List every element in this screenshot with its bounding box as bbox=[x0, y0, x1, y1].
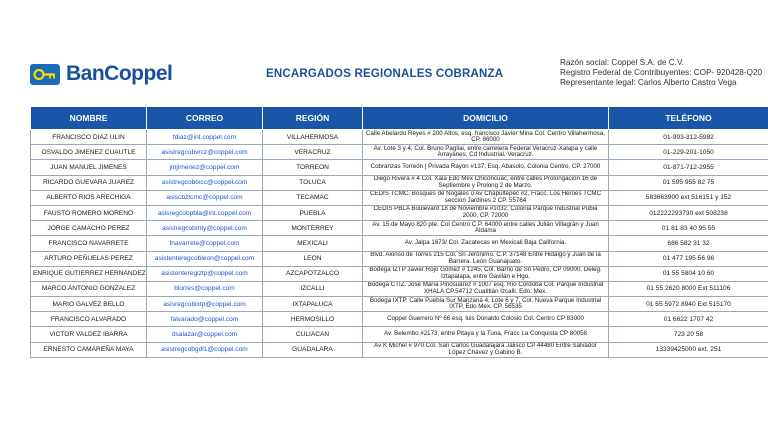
table-row bbox=[31, 236, 768, 251]
address-cell: Av. Lote 3 y 4, Col. Bruno Pagliai, entre carretera Federal Veracruz-Xalapa y calle Arrayanes, Cd Industrial, Veracruz. bbox=[363, 145, 609, 160]
table-row bbox=[31, 175, 768, 190]
address-cell: CEDIS PBLA Boulevard 18 de Noviembre #1032, Colonia Parque Industrial Pubia 2000, CP. 72000 bbox=[363, 205, 609, 220]
address-cell: Bodega IXTP. Calle Puebla Sur Manzana 4, Lote 6 y 7, Col. Nueva Parque Industrial IXTP, Edo Mex. CP. 56535 bbox=[363, 297, 609, 312]
phone-cell: 01 6622 1707 42 bbox=[609, 312, 768, 327]
phone-cell: 583663900 ext 516151 y 152 bbox=[609, 190, 768, 205]
region-cell: GUADALARA bbox=[263, 342, 363, 357]
region-cell: MONTERREY bbox=[263, 221, 363, 236]
phone-cell: 01 55 5972 8940 Ext 515170 bbox=[609, 297, 768, 312]
email-cell[interactable]: blorres@coppel.com bbox=[147, 281, 263, 296]
region-cell: CULIACAN bbox=[263, 327, 363, 342]
region-cell: HERMOSILLO bbox=[263, 312, 363, 327]
table-row bbox=[31, 327, 768, 342]
table-row bbox=[31, 281, 768, 296]
phone-cell: 01 477 195 56 96 bbox=[609, 251, 768, 266]
column-header-telefono: TELÉFONO bbox=[609, 107, 768, 130]
page-title: ENCARGADOS REGIONALES COBRANZA bbox=[266, 68, 504, 80]
region-cell: MEXICALI bbox=[263, 236, 363, 251]
email-cell[interactable]: asistregcobvrcz@coppel.com bbox=[147, 145, 263, 160]
table-row bbox=[31, 342, 768, 357]
phone-cell: 13339425000 ext. 251 bbox=[609, 342, 768, 357]
address-cell: Av. Belembo #2173, entre Pitaya y la Tuna, Fracc La Conquista CP 80058 bbox=[363, 327, 609, 342]
table-row bbox=[31, 266, 768, 281]
phone-cell: 01-993-312-5982 bbox=[609, 130, 768, 145]
email-cell[interactable]: dsalazar@coppel.com bbox=[147, 327, 263, 342]
legal-line-representative: Representante legal: Carlos Alberto Castro Vega bbox=[560, 78, 737, 87]
name-cell: FRANCISCO NAVARRETE bbox=[31, 236, 147, 251]
email-cell[interactable]: asistenteregiztp@coppel.com bbox=[147, 266, 263, 281]
email-cell[interactable]: jmjimenez@coppel.com bbox=[147, 160, 263, 175]
address-cell: Blvd. Alonso de Torres 215 Col. Sn Jerónimo. C.P. 37148 Entre Hidalgo y Juan de la Barrera. León Guanajuato. bbox=[363, 251, 609, 266]
name-cell: ENRIQUE GUTIERREZ HERNANDEZ bbox=[31, 266, 147, 281]
address-cell: Av. Jalpa 1673/ Col. Zacatecas en Mexicali Baja California. bbox=[363, 236, 609, 251]
address-cell: Av. 15 de Mayo 820 pte. Col Centro C.P. 64000 entre calles Julián Villagrán y Juan Aldama bbox=[363, 221, 609, 236]
legal-line-rfc: Registro Federal de Contribuyentes: COP- 920428-Q20 bbox=[560, 68, 763, 77]
table-row bbox=[31, 297, 768, 312]
address-cell: Bodega IZTP Javier Rojo Gómez # 1245, Col. Barrio de Sn Pedro, CP 09000, Deleg. Iztapalapa, entre Gavilán e Hgo. bbox=[363, 266, 609, 281]
key-icon bbox=[30, 64, 60, 85]
region-cell: VERACRUZ bbox=[263, 145, 363, 160]
name-cell: VICTOR VALDEZ IBARRA bbox=[31, 327, 147, 342]
phone-cell: 686 582 31 32 bbox=[609, 236, 768, 251]
name-cell: ALBERTO RIOS ARECHIGA bbox=[31, 190, 147, 205]
email-cell[interactable]: fdiaz@int.coppel.com bbox=[147, 130, 263, 145]
phone-cell: 01 81 83 40 95 55 bbox=[609, 221, 768, 236]
region-cell: LEON bbox=[263, 251, 363, 266]
bancoppel-logo bbox=[30, 62, 172, 86]
email-cell[interactable]: asistregcobtxcc@coppel.com bbox=[147, 175, 263, 190]
name-cell: ERNESTO CAMAREÑA MAYA bbox=[31, 342, 147, 357]
name-cell: JUAN MANUEL JIMENES bbox=[31, 160, 147, 175]
email-cell[interactable]: asiscbztcmc@coppel.com bbox=[147, 190, 263, 205]
name-cell: ARTURO PEÑUELAS PEREZ bbox=[31, 251, 147, 266]
phone-cell: 723 20 58 bbox=[609, 327, 768, 342]
email-cell[interactable]: fnavarrete@coppel.com bbox=[147, 236, 263, 251]
name-cell: RICARDO GUEVARA JUAREZ bbox=[31, 175, 147, 190]
document-header bbox=[0, 0, 768, 104]
region-cell: IXTAPALUCA bbox=[263, 297, 363, 312]
name-cell: MARCO ANTONIO GONZALEZ bbox=[31, 281, 147, 296]
phone-cell: 012222293730 ext 508238 bbox=[609, 205, 768, 220]
contacts-table bbox=[30, 106, 768, 358]
phone-cell: 01 595 955 82 75 bbox=[609, 175, 768, 190]
table-row bbox=[31, 312, 768, 327]
table-row bbox=[31, 221, 768, 236]
region-cell: PUEBLA bbox=[263, 205, 363, 220]
region-cell: VILLAHERMOSA bbox=[263, 130, 363, 145]
region-cell: TECAMAC bbox=[263, 190, 363, 205]
region-cell: AZCAPOTZALCO bbox=[263, 266, 363, 281]
region-cell: IZCALLI bbox=[263, 281, 363, 296]
region-cell: TORREON bbox=[263, 160, 363, 175]
column-header-region: REGIÓN bbox=[263, 107, 363, 130]
name-cell: FAUSTO ROMERO MORENO bbox=[31, 205, 147, 220]
column-header-correo: CORREO bbox=[147, 107, 263, 130]
phone-cell: 01-871-712-2955 bbox=[609, 160, 768, 175]
address-cell: Bodega CTIZ. José María Pinosuárez # 1007 esq. Río Córdoba Col. Parque Industrial XHALA CP.54712 Cuatitlán Izcalli. Edo. Mex. bbox=[363, 281, 609, 296]
email-cell[interactable]: asistregcobgdl1@coppel.com bbox=[147, 342, 263, 357]
table-row bbox=[31, 251, 768, 266]
table-row bbox=[31, 130, 768, 145]
legal-line-company: Razón social: Coppel S.A. de C.V. bbox=[560, 58, 684, 67]
name-cell: OSVALDO JIMENEZ CUAUTLE bbox=[31, 145, 147, 160]
table-row bbox=[31, 145, 768, 160]
email-cell[interactable]: asistenteregcobleon@coppel.com bbox=[147, 251, 263, 266]
address-cell: Calle Abelardo Reyes # 200 Altos, esq. francisco Javier Mina Col. Centro Villahermosa, CP. 86000 bbox=[363, 130, 609, 145]
name-cell: FRANCISCO ALVARADO bbox=[31, 312, 147, 327]
table-row bbox=[31, 190, 768, 205]
name-cell: JORGE CAMACHO PEREZ bbox=[31, 221, 147, 236]
phone-cell: 01 55 5804 10 60 bbox=[609, 266, 768, 281]
table-row bbox=[31, 205, 768, 220]
email-cell[interactable]: asistregcobmty@coppel.com bbox=[147, 221, 263, 236]
phone-cell: 01 55 2620 8000 Ext 511106 bbox=[609, 281, 768, 296]
table-header-row bbox=[31, 107, 768, 130]
region-cell: TOLUCA bbox=[263, 175, 363, 190]
address-cell: Coppel Guerrero Nº 66 esq. luis Donaldo Colosio Col. Centro CP 83000 bbox=[363, 312, 609, 327]
name-cell: MARIO GALVEZ BELLO bbox=[31, 297, 147, 312]
address-cell: Av K Michel # 970 Col. San Carlos Guadalajara Jalisco CP 44480 Entre Salvador López Chávez y Gabino B. bbox=[363, 342, 609, 357]
column-header-domicilio: DOMICILIO bbox=[363, 107, 609, 130]
address-cell: Diego Rivera # 4 Col. Xala Edo Méx Chiconcuac, entre calles Prolongación 16 de Septiembre y Prolong 2 de Marzo. bbox=[363, 175, 609, 190]
table-row bbox=[31, 160, 768, 175]
email-cell[interactable]: falvarado@coppel.com bbox=[147, 312, 263, 327]
address-cell: Cobranzas Torreón | Privada Rayon #137, Esq. Abasolo, Colonia Centro, CP. 27000 bbox=[363, 160, 609, 175]
address-cell: CEDIS TCMC. Bosques de Nogales o Av Chapultepec #2, Fracc. Los Heroes TCMC seccion Jardines 2 CP. 55764 bbox=[363, 190, 609, 205]
brand-name: BanCoppel bbox=[66, 62, 173, 85]
phone-cell: 01-229-201-1050 bbox=[609, 145, 768, 160]
column-header-nombre: NOMBRE bbox=[31, 107, 147, 130]
email-cell[interactable]: asisregcobpbla@int.coppel.com bbox=[147, 205, 263, 220]
legal-info bbox=[560, 58, 762, 88]
name-cell: FRANCISCO DIAZ ULIN bbox=[31, 130, 147, 145]
email-cell[interactable]: asisregcobixtp@coppel.com bbox=[147, 297, 263, 312]
